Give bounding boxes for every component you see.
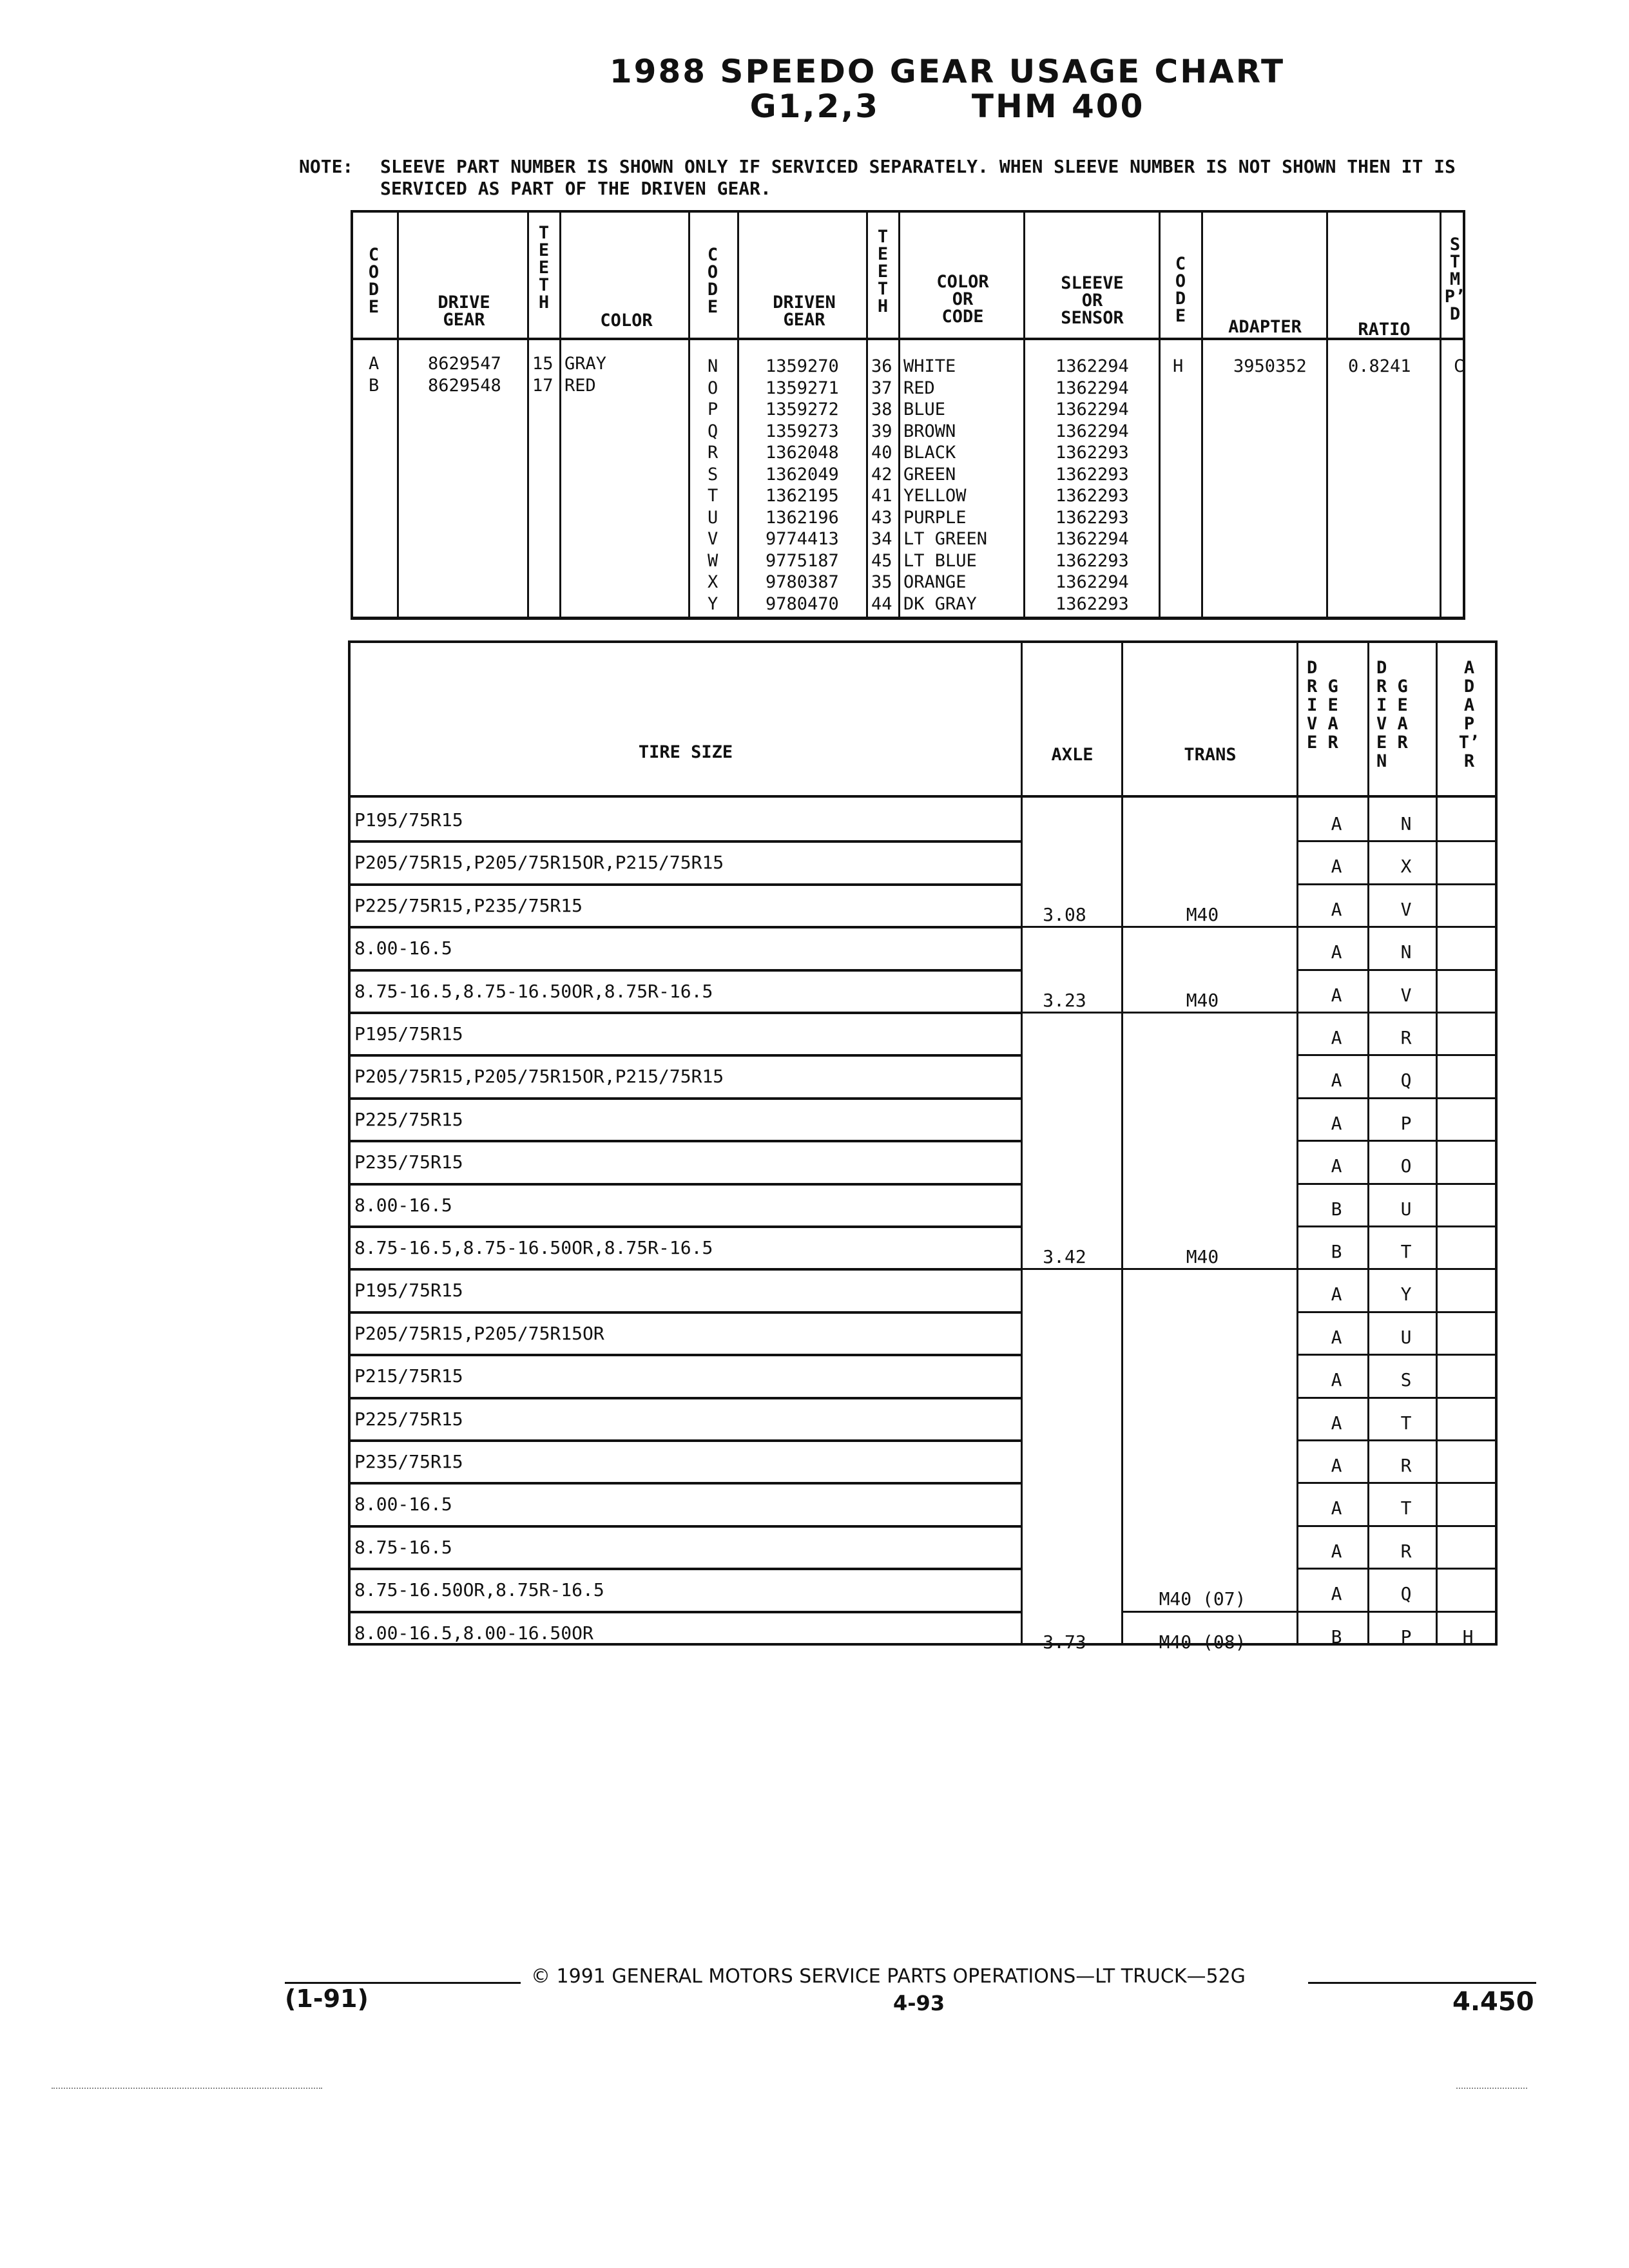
drive-color-column [564,353,606,396]
driven-gear-code: R [1400,1540,1412,1562]
driven-gear-code: V [1400,898,1412,920]
driven-gear-code: P [1400,1626,1412,1648]
driven-gear-number: 9780470 [766,593,839,614]
driven-code: X [708,572,718,592]
driven-teeth: 36 [871,356,892,376]
note-text: SLEEVE PART NUMBER IS SHOWN ONLY IF SERVICED SEPARATELY. WHEN SLEEVE NUMBER IS NOT SHOWN THEN IT IS SERVICED AS PART OF THE DRIVEN GEAR. [380,156,1456,199]
driven-teeth-column [871,356,892,615]
drive-gear-code: B [1331,1626,1342,1648]
driven-code: O [708,378,718,398]
table-row [351,1439,1495,1482]
trans-code: M40 (07) [1159,1588,1246,1610]
driven-color: RED [903,378,935,398]
driven-gear-number: 1362195 [766,486,839,506]
driven-gear-column [766,356,839,615]
drive-gear-code: B [1331,1241,1342,1262]
axle-ratio: 3.08 [1043,903,1086,925]
trans-code: M40 [1186,903,1219,925]
driven-gear-number: 1362049 [766,464,839,485]
driven-color: PURPLE [903,507,967,528]
driven-gear-number: 1359270 [766,356,839,376]
driven-teeth: 43 [871,507,892,528]
drive-gear-code: A [1331,1455,1342,1476]
tire-size: P225/75R15,P235/75R15 [354,894,583,916]
table-row [351,1054,1495,1097]
driven-teeth: 40 [871,443,892,463]
header-drive-gear: DRIVE GEAR [438,293,490,330]
drive-color: RED [564,375,596,396]
tire-size: 8.00-16.5,8.00-16.50OR [354,1622,593,1644]
driven-color: YELLOW [903,486,967,506]
table-row [351,1354,1495,1396]
driven-gear-code: T [1400,1412,1412,1434]
header-color: COLOR [600,311,653,331]
axle-ratio: 3.73 [1043,1631,1086,1653]
driven-gear-number: 1362048 [766,443,839,463]
tire-size: P195/75R15 [354,1280,463,1302]
header-code-2: C O D E [707,245,718,317]
driven-gear-code: T [1400,1241,1412,1262]
driven-code: W [708,550,718,571]
sleeve-number: 1362293 [1055,550,1129,571]
driven-color: DK GRAY [903,593,977,614]
driven-gear-code: R [1400,1455,1412,1476]
header-color-or-code: COLOR OR CODE [936,272,989,327]
header-teeth: T E E T H [538,223,550,312]
tire-size: P225/75R15 [354,1408,463,1430]
table-row [351,969,1495,1012]
driven-code: T [708,486,718,506]
driven-code-column [708,356,718,615]
driven-color: BROWN [903,421,956,441]
header-ratio: RATIO [1358,320,1411,340]
driven-code: Y [708,593,718,614]
table-row [351,926,1495,968]
driven-gear-code: N [1400,813,1412,834]
sleeve-number: 1362294 [1055,572,1129,592]
tire-size: P205/75R15,P205/75R15OR,P215/75R15 [354,1066,724,1088]
driven-teeth: 37 [871,378,892,398]
drive-gear-number: 8629548 [428,375,501,396]
table-row [351,1482,1495,1524]
driven-color-column [903,356,987,615]
driven-teeth: 41 [871,486,892,506]
drive-code-column [369,353,379,396]
tire-size: 8.75-16.5 [354,1536,452,1558]
driven-gear-code: U [1400,1326,1412,1348]
driven-color: BLACK [903,443,956,463]
driven-gear-code: N [1400,941,1412,963]
drive-gear-column [428,353,501,396]
table-row [351,1183,1495,1225]
driven-gear-number: 9774413 [766,529,839,549]
drive-gear-code: A [1331,1540,1342,1562]
drive-code: B [369,375,380,396]
driven-gear-code: S [1400,1369,1412,1391]
tire-size: P235/75R15 [354,1451,463,1472]
revision-date: (1-91) [285,1984,369,2013]
driven-gear-code: U [1400,1198,1412,1220]
driven-gear-code: Y [1400,1283,1412,1305]
tire-size: 8.00-16.5 [354,1494,452,1515]
stmpd-value: C [1454,356,1465,376]
drive-color: GRAY [564,354,607,374]
tire-size: P205/75R15,P205/75R15OR,P215/75R15 [354,852,724,874]
sleeve-number: 1362293 [1055,593,1129,614]
drive-gear-code: B [1331,1198,1342,1220]
trans-code: M40 [1186,989,1219,1011]
copyright: © 1991 GENERAL MOTORS SERVICE PARTS OPERATIONS—LT TRUCK—52G [531,1965,1246,1988]
sleeve-number: 1362294 [1055,529,1129,549]
adapter-number: 3950352 [1233,356,1307,376]
tire-size: P225/75R15 [354,1108,463,1130]
table-row [351,840,1495,883]
drive-teeth-column [532,353,554,396]
driven-color: GREEN [903,464,956,485]
drive-gear-code: A [1331,1369,1342,1391]
gear-parts-table [351,210,1465,620]
tire-size: P205/75R15,P205/75R15OR [354,1322,604,1344]
ratio-value: 0.8241 [1348,356,1411,376]
drive-gear-number: 8629547 [428,354,501,374]
axle-ratio: 3.42 [1043,1246,1086,1267]
table-row [351,1140,1495,1182]
table-row [351,1268,1495,1311]
header-adapter: A D A P T’ R [1458,658,1480,771]
driven-teeth: 42 [871,464,892,485]
drive-gear-code: A [1331,1155,1342,1177]
drive-gear-code: A [1331,1497,1342,1519]
driven-gear-number: 9780387 [766,572,839,592]
tire-size: 8.75-16.50OR,8.75R-16.5 [354,1579,604,1601]
driven-code: U [708,507,718,528]
driven-teeth: 39 [871,421,892,441]
adapter-code: H [1173,356,1184,376]
header-trans: TRANS [1184,745,1237,765]
chart-subtitle: G1,2,3 THM 400 [749,88,1145,125]
driven-gear-code: X [1400,856,1412,878]
page-number: 4-93 [893,1991,945,2015]
table-row [351,1012,1495,1054]
axle-ratio: 3.23 [1043,989,1086,1011]
table-row [351,1397,1495,1439]
header-sleeve-or-sensor: SLEEVE OR SENSOR [1061,273,1124,328]
tire-size: 8.00-16.5 [354,937,452,959]
driven-gear-code: Q [1400,1583,1412,1605]
sleeve-number: 1362294 [1055,399,1129,419]
table-row [351,1225,1495,1268]
header-code-3: C O D E [1175,254,1186,326]
drive-gear-code: A [1331,941,1342,963]
driven-code: R [708,443,718,463]
driven-gear-number: 1359271 [766,378,839,398]
header-drive-gear: D R G I E V A E R [1307,658,1338,753]
header-teeth-2: T E E T H [877,227,889,316]
drive-code: A [369,354,380,374]
driven-gear-code: V [1400,984,1412,1006]
drive-teeth: 15 [532,354,554,374]
adapter-code: H [1462,1626,1474,1648]
driven-teeth: 34 [871,529,892,549]
section-number: 4.450 [1452,1987,1534,2017]
drive-gear-code: A [1331,1583,1342,1605]
tire-size: 8.00-16.5 [354,1194,452,1216]
drive-gear-code: A [1331,856,1342,878]
driven-gear-code: P [1400,1112,1412,1134]
header-code: C O D E [368,245,380,317]
driven-gear-number: 1362196 [766,507,839,528]
header-tire-size: TIRE SIZE [638,742,733,762]
drive-gear-code: A [1331,1326,1342,1348]
driven-gear-code: Q [1400,1070,1412,1091]
sleeve-number: 1362293 [1055,464,1129,485]
driven-code: P [708,399,718,419]
drive-gear-code: A [1331,1112,1342,1134]
sleeve-number: 1362294 [1055,378,1129,398]
table-row [351,1525,1495,1568]
driven-color: WHITE [903,356,956,376]
driven-code: S [708,464,718,485]
tire-usage-table [348,640,1498,1653]
drive-gear-code: A [1331,1027,1342,1048]
tire-size: P235/75R15 [354,1151,463,1173]
driven-gear-code: T [1400,1497,1412,1519]
driven-color: LT GREEN [903,529,988,549]
header-stmpd: S T M P’ D [1444,235,1466,324]
tire-size: P195/75R15 [354,809,463,831]
tire-size: P195/75R15 [354,1023,463,1044]
driven-code: Q [708,421,718,441]
driven-gear-number: 9775187 [766,550,839,571]
drive-gear-code: A [1331,1412,1342,1434]
table-row [351,798,1495,840]
scan-artifact [1456,2088,1527,2089]
driven-teeth: 38 [871,399,892,419]
tire-size: 8.75-16.5,8.75-16.50OR,8.75R-16.5 [354,980,713,1002]
driven-color: ORANGE [903,572,967,592]
sleeve-column [1055,356,1129,615]
header-driven-gear: D R G I E V A E R N [1376,658,1408,771]
drive-gear-code: A [1331,898,1342,920]
driven-teeth: 35 [871,572,892,592]
sleeve-number: 1362293 [1055,486,1129,506]
driven-teeth: 45 [871,550,892,571]
driven-gear-number: 1359272 [766,399,839,419]
tire-size: P215/75R15 [354,1365,463,1387]
drive-gear-code: A [1331,984,1342,1006]
table-row [351,1311,1495,1354]
driven-color: BLUE [903,399,946,419]
sleeve-number: 1362294 [1055,421,1129,441]
tire-size: 8.75-16.5,8.75-16.50OR,8.75R-16.5 [354,1237,713,1258]
driven-gear-code: R [1400,1027,1412,1048]
drive-gear-code: A [1331,813,1342,834]
trans-code: M40 (08) [1159,1631,1246,1653]
header-axle: AXLE [1051,745,1094,765]
header-driven-gear: DRIVEN GEAR [773,293,836,330]
sleeve-number: 1362293 [1055,443,1129,463]
table-row [351,1568,1495,1610]
driven-code: V [708,529,718,549]
table-row [351,883,1495,926]
note-label: NOTE: [299,156,354,177]
driven-gear-code: O [1400,1155,1412,1177]
trans-code: M40 [1186,1246,1219,1267]
table-row [351,1097,1495,1140]
driven-teeth: 44 [871,593,892,614]
sleeve-number: 1362293 [1055,507,1129,528]
drive-gear-code: A [1331,1283,1342,1305]
driven-color: LT BLUE [903,550,977,571]
sleeve-number: 1362294 [1055,356,1129,376]
header-adapter: ADAPTER [1228,317,1302,337]
driven-gear-number: 1359273 [766,421,839,441]
scan-artifact [52,2088,322,2089]
table-row [351,1611,1495,1653]
drive-gear-code: A [1331,1070,1342,1091]
driven-code: N [708,356,718,376]
drive-teeth: 17 [532,375,554,396]
chart-title: 1988 SPEEDO GEAR USAGE CHART [609,53,1286,90]
